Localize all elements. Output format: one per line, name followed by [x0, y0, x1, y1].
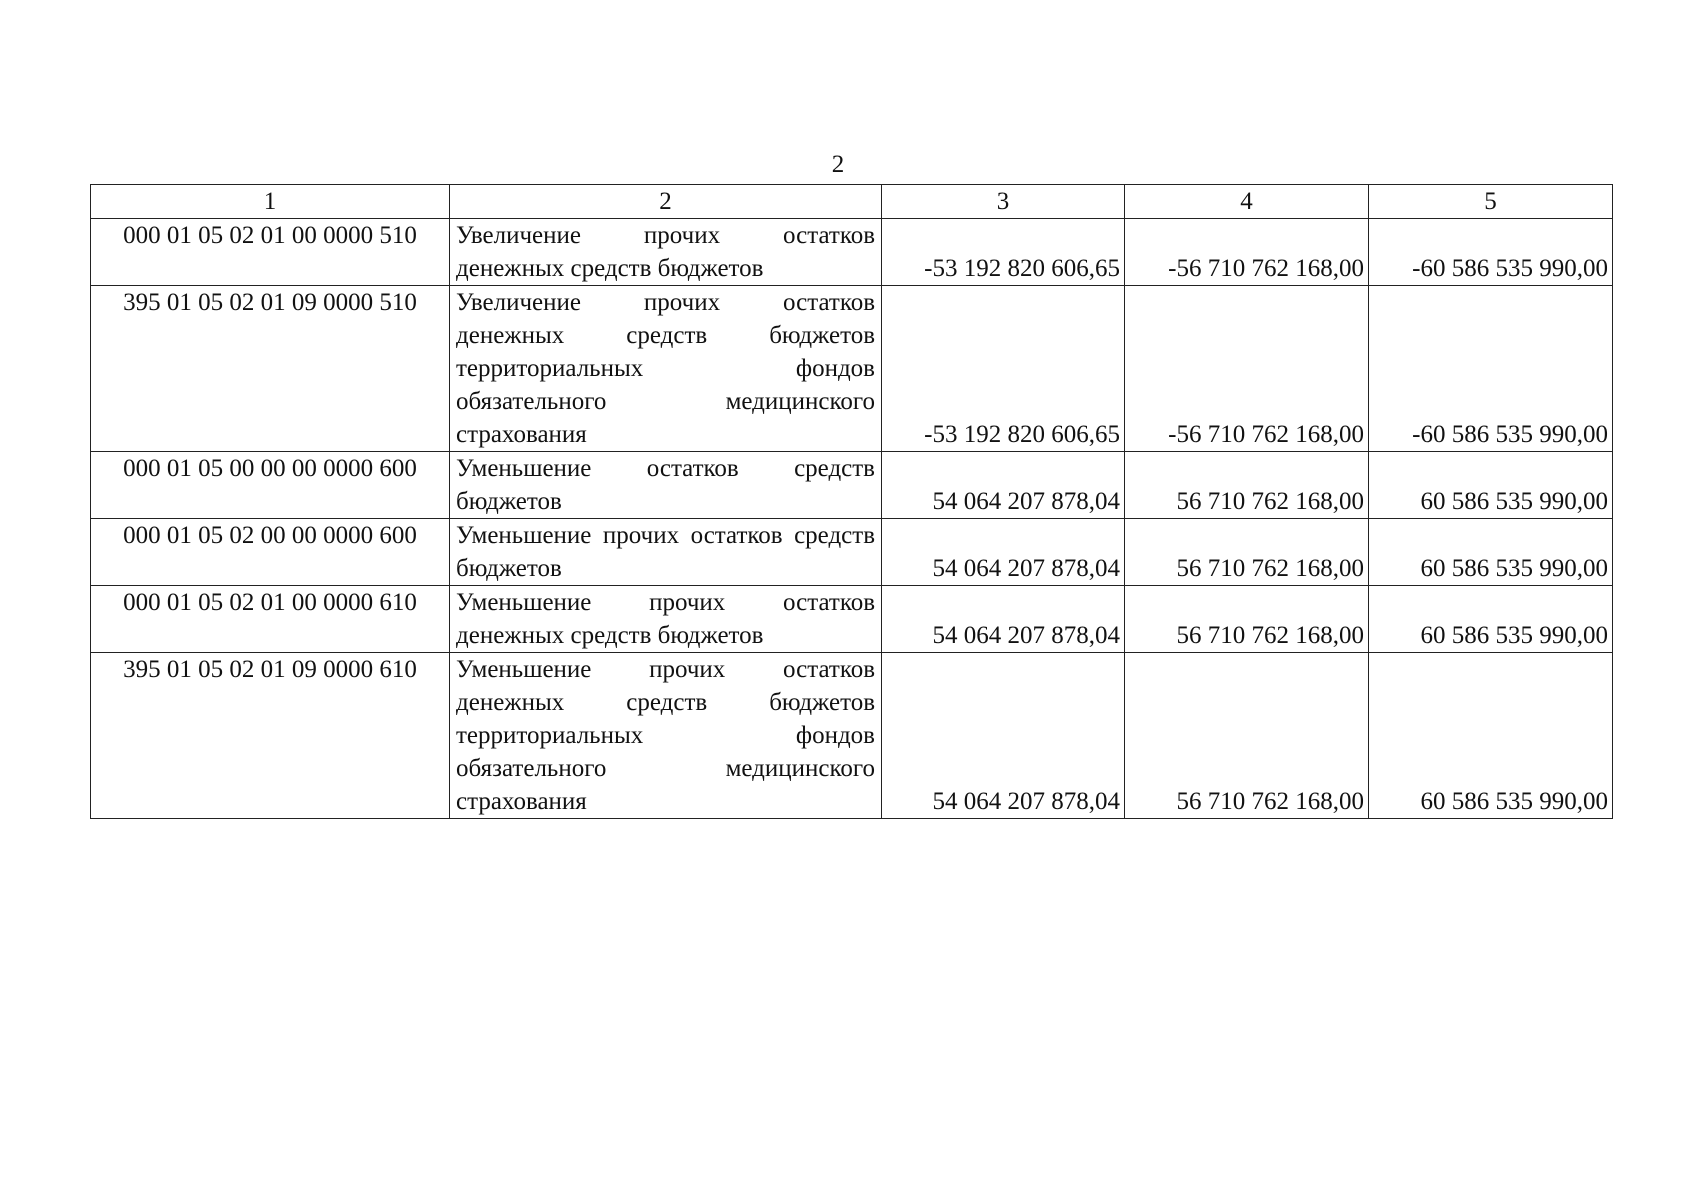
column-header-5: 5 [1369, 185, 1613, 219]
amount-col-3: 54 064 207 878,04 [882, 452, 1125, 519]
column-header-2: 2 [450, 185, 882, 219]
amount-col-5: 60 586 535 990,00 [1369, 653, 1613, 819]
amount-col-5: 60 586 535 990,00 [1369, 452, 1613, 519]
row-description: Уменьшение остатков средств бюджетов [450, 452, 882, 519]
classification-code: 000 01 05 02 00 00 0000 600 [91, 519, 450, 586]
table-row [91, 219, 1613, 286]
table-row [91, 452, 1613, 519]
table-row [91, 586, 1613, 653]
column-header-4: 4 [1125, 185, 1369, 219]
amount-col-3: 54 064 207 878,04 [882, 586, 1125, 653]
row-description: Уменьшение прочих остатков денежных средств бюджетов территориальных фондов обязательного медицинского страхования [450, 653, 882, 819]
page-number-text: 2 [831, 151, 845, 178]
amount-col-3: -53 192 820 606,65 [882, 286, 1125, 452]
amount-col-5: 60 586 535 990,00 [1369, 586, 1613, 653]
classification-code: 395 01 05 02 01 09 0000 610 [91, 653, 450, 819]
page-number [0, 150, 1692, 180]
amount-col-4: 56 710 762 168,00 [1125, 452, 1369, 519]
amount-col-4: 56 710 762 168,00 [1125, 586, 1369, 653]
amount-col-5: -60 586 535 990,00 [1369, 219, 1613, 286]
column-header-3: 3 [882, 185, 1125, 219]
row-description: Уменьшение прочих остатков средств бюджетов [450, 519, 882, 586]
amount-col-4: 56 710 762 168,00 [1125, 653, 1369, 819]
table-row [91, 286, 1613, 452]
classification-code: 000 01 05 02 01 00 0000 510 [91, 219, 450, 286]
amount-col-4: -56 710 762 168,00 [1125, 219, 1369, 286]
row-description: Уменьшение прочих остатков денежных средств бюджетов [450, 586, 882, 653]
row-description: Увеличение прочих остатков денежных средств бюджетов территориальных фондов обязательного медицинского страхования [450, 286, 882, 452]
table-header-row [91, 185, 1613, 219]
amount-col-3: -53 192 820 606,65 [882, 219, 1125, 286]
classification-code: 000 01 05 02 01 00 0000 610 [91, 586, 450, 653]
column-header-1: 1 [91, 185, 450, 219]
amount-col-5: -60 586 535 990,00 [1369, 286, 1613, 452]
amount-col-4: 56 710 762 168,00 [1125, 519, 1369, 586]
amount-col-4: -56 710 762 168,00 [1125, 286, 1369, 452]
amount-col-3: 54 064 207 878,04 [882, 653, 1125, 819]
budget-sources-table [90, 184, 1613, 819]
amount-col-5: 60 586 535 990,00 [1369, 519, 1613, 586]
classification-code: 000 01 05 00 00 00 0000 600 [91, 452, 450, 519]
classification-code: 395 01 05 02 01 09 0000 510 [91, 286, 450, 452]
table-row [91, 653, 1613, 819]
amount-col-3: 54 064 207 878,04 [882, 519, 1125, 586]
row-description: Увеличение прочих остатков денежных средств бюджетов [450, 219, 882, 286]
table-row [91, 519, 1613, 586]
